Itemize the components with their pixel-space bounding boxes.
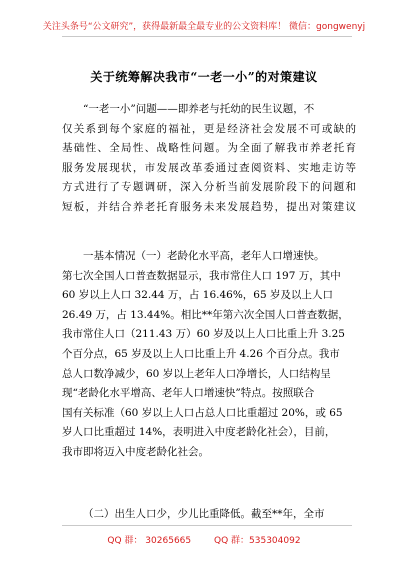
- text-line: 国有关标准（60 岁以上人口占总人口比重超过 20%，或 65: [62, 406, 343, 419]
- text-line: “一老一小”问题——即养老与托幼的民生议题，不: [83, 103, 315, 115]
- text-line: 总人口数净减少，60 岁以上老年人口净增长，人口结构呈: [62, 367, 331, 380]
- header-banner: 关注头条号“公文研究”，获得最新最全最专业的公文资料库！ 微信：gongwenyj: [42, 22, 366, 32]
- text-line: 现“老龄化水平增高、老年人口增速快”特点。按照联合: [62, 387, 315, 400]
- text-line: 我市常住人口（211.43 万）60 岁及以上人口比重上升 3.25: [62, 328, 345, 341]
- text-line: 岁人口比重超过 14%，表明进入中度老龄化社会），目前，: [62, 426, 336, 439]
- text-line: 短板，并结合养老托育服务未来发展趋势，提出对策建议: [62, 200, 356, 213]
- text-line: 个百分点，65 岁及以上人口比重上升 4.26 个百分点。我市: [62, 347, 340, 360]
- section-basic-situation: [62, 247, 356, 463]
- header-divider: [62, 36, 352, 37]
- text-line: 仅关系到每个家庭的福祉，更是经济社会发展不可或缺的: [62, 122, 356, 135]
- text-line: 基础性、全局性、战略性问题。为全面了解我市养老托育: [62, 142, 356, 155]
- text-line: 26.49 万，占 13.44%。相比**年第六次全国人口普查数据，: [62, 308, 349, 321]
- section-birth-population: [62, 505, 356, 525]
- section-heading: 一基本情况（一）老龄化水平高，老年人口增速快。: [83, 250, 325, 262]
- footer-qq-group-1: QQ 群： 30265665: [107, 536, 192, 546]
- footer-qq-group-2: QQ 群：535304092: [214, 536, 301, 546]
- text-line: 60 岁以上人口 32.44 万，占 16.46%，65 岁及以上人口: [62, 289, 334, 302]
- text-line: 方式进行了专题调研，深入分析当前发展阶段下的问题和: [62, 181, 356, 194]
- text-line: 第七次全国人口普查数据显示，我市常住人口 197 万，其中: [62, 269, 341, 282]
- intro-paragraph: [62, 100, 356, 218]
- text-line: （二）出生人口少，少儿比重降低。截至**年，全市: [83, 508, 325, 520]
- footer-contact: [0, 533, 408, 546]
- text-line: 服务发展现状，市发展改革委通过查阅资料、实地走访等: [62, 161, 356, 174]
- footer-divider: [62, 525, 352, 526]
- text-line: 我市即将迈入中度老龄化社会。: [62, 445, 209, 458]
- document-title: 关于统筹解决我市“一老一小”的对策建议: [90, 70, 318, 84]
